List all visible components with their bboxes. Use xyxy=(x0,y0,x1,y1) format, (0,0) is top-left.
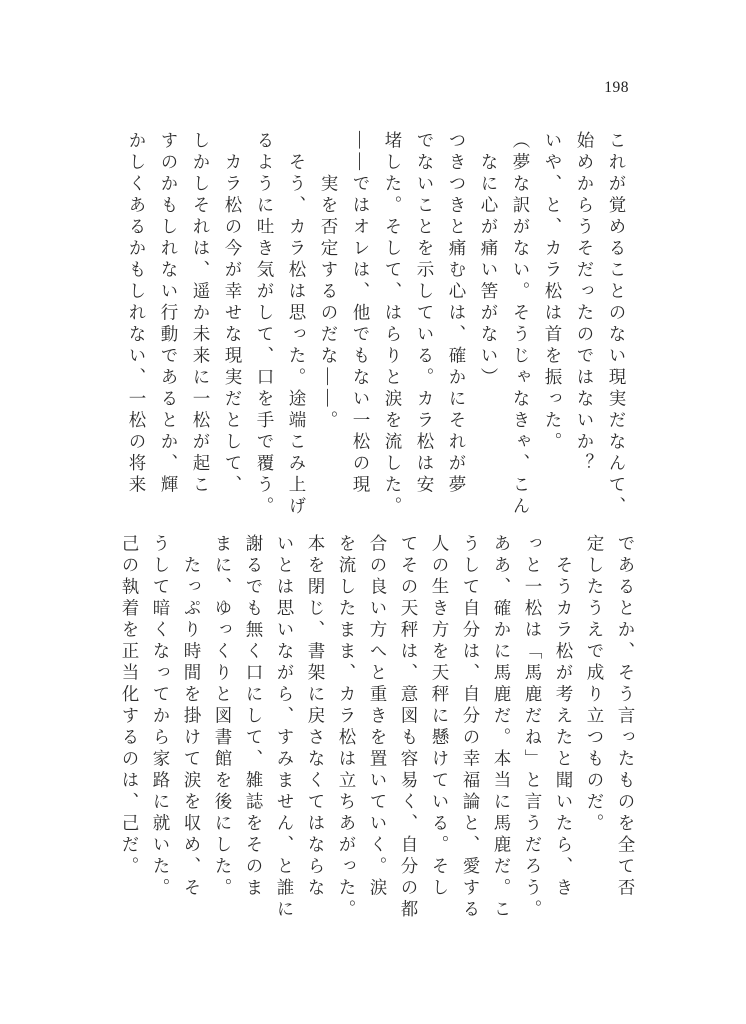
upper-text-block xyxy=(121,131,633,531)
text-line: 実を否定するのだな――。 xyxy=(319,131,339,432)
text-line: てその天秤は、意図も容易く、自分の都 xyxy=(399,534,419,921)
text-line: かしくあるかもしれない、一松の将来 xyxy=(127,131,147,497)
text-line: を流したまま、カラ松は立ちあがった。 xyxy=(337,534,357,921)
text-line: いとは思いながら、すみません、と誰に xyxy=(275,534,295,921)
text-line: 己の執着を正当化するのは、己だ。 xyxy=(120,534,140,878)
text-line: 人の生き方を天秤に懸けている。そし xyxy=(430,534,450,900)
text-line: いや、と、カラ松は首を振った。 xyxy=(543,131,563,454)
text-line: まに、ゆっくりと図書館を後にした。 xyxy=(213,534,233,900)
text-line: （夢な訳がない。そうじゃなきゃ、こん xyxy=(511,131,531,518)
text-line: そうカラ松が考えたと聞いたら、き xyxy=(554,534,574,900)
text-line: 定したうえで成り立つものだ。 xyxy=(585,534,605,835)
text-line: 謝るでも無く口にして、雑誌をそのま xyxy=(244,534,264,900)
text-line: るように吐き気がして、口を手で覆う。 xyxy=(255,131,275,518)
page-number: 198 xyxy=(604,79,629,96)
text-line: うして暗くなってから家路に就いた。 xyxy=(151,534,171,900)
text-line: 始めからうそだったのではないか？ xyxy=(575,131,595,475)
text-line: カラ松の今が幸せな現実だとして、 xyxy=(223,131,243,497)
text-line: つきつきと痛む心は、確かにそれが夢 xyxy=(447,131,467,497)
text-line: でないことを示している。カラ松は安 xyxy=(415,131,435,497)
lower-text-block xyxy=(114,534,641,934)
text-line: 合の良い方へと重きを置いていく。涙 xyxy=(368,534,388,900)
text-line: 本を閉じ、書架に戻さなくてはならな xyxy=(306,534,326,900)
text-line: そう、カラ松は思った。途端こみ上げ xyxy=(287,131,307,518)
text-line: しかしそれは、遥か未来に一松が起こ xyxy=(191,131,211,497)
text-line: であるとか、そう言ったものを全て否 xyxy=(616,534,636,900)
text-line: っと一松は「馬鹿だね」と言うだろう。 xyxy=(523,534,543,921)
text-line: すのかもしれない行動であるとか、輝 xyxy=(159,131,179,497)
text-line: ――ではオレは、他でもない一松の現 xyxy=(351,131,371,497)
text-line: これが覚めることのない現実だなんて、 xyxy=(607,131,627,518)
text-line: たっぷり時間を掛けて涙を収め、そ xyxy=(182,534,202,900)
text-line: なに心が痛い筈がない） xyxy=(479,131,499,389)
text-line: ああ、確かに馬鹿だ。本当に馬鹿だ。こ xyxy=(492,534,512,921)
text-line: 堵した。そして、はらりと涙を流した。 xyxy=(383,131,403,518)
text-line: うして自分は、自分の幸福論と、愛する xyxy=(461,534,481,921)
